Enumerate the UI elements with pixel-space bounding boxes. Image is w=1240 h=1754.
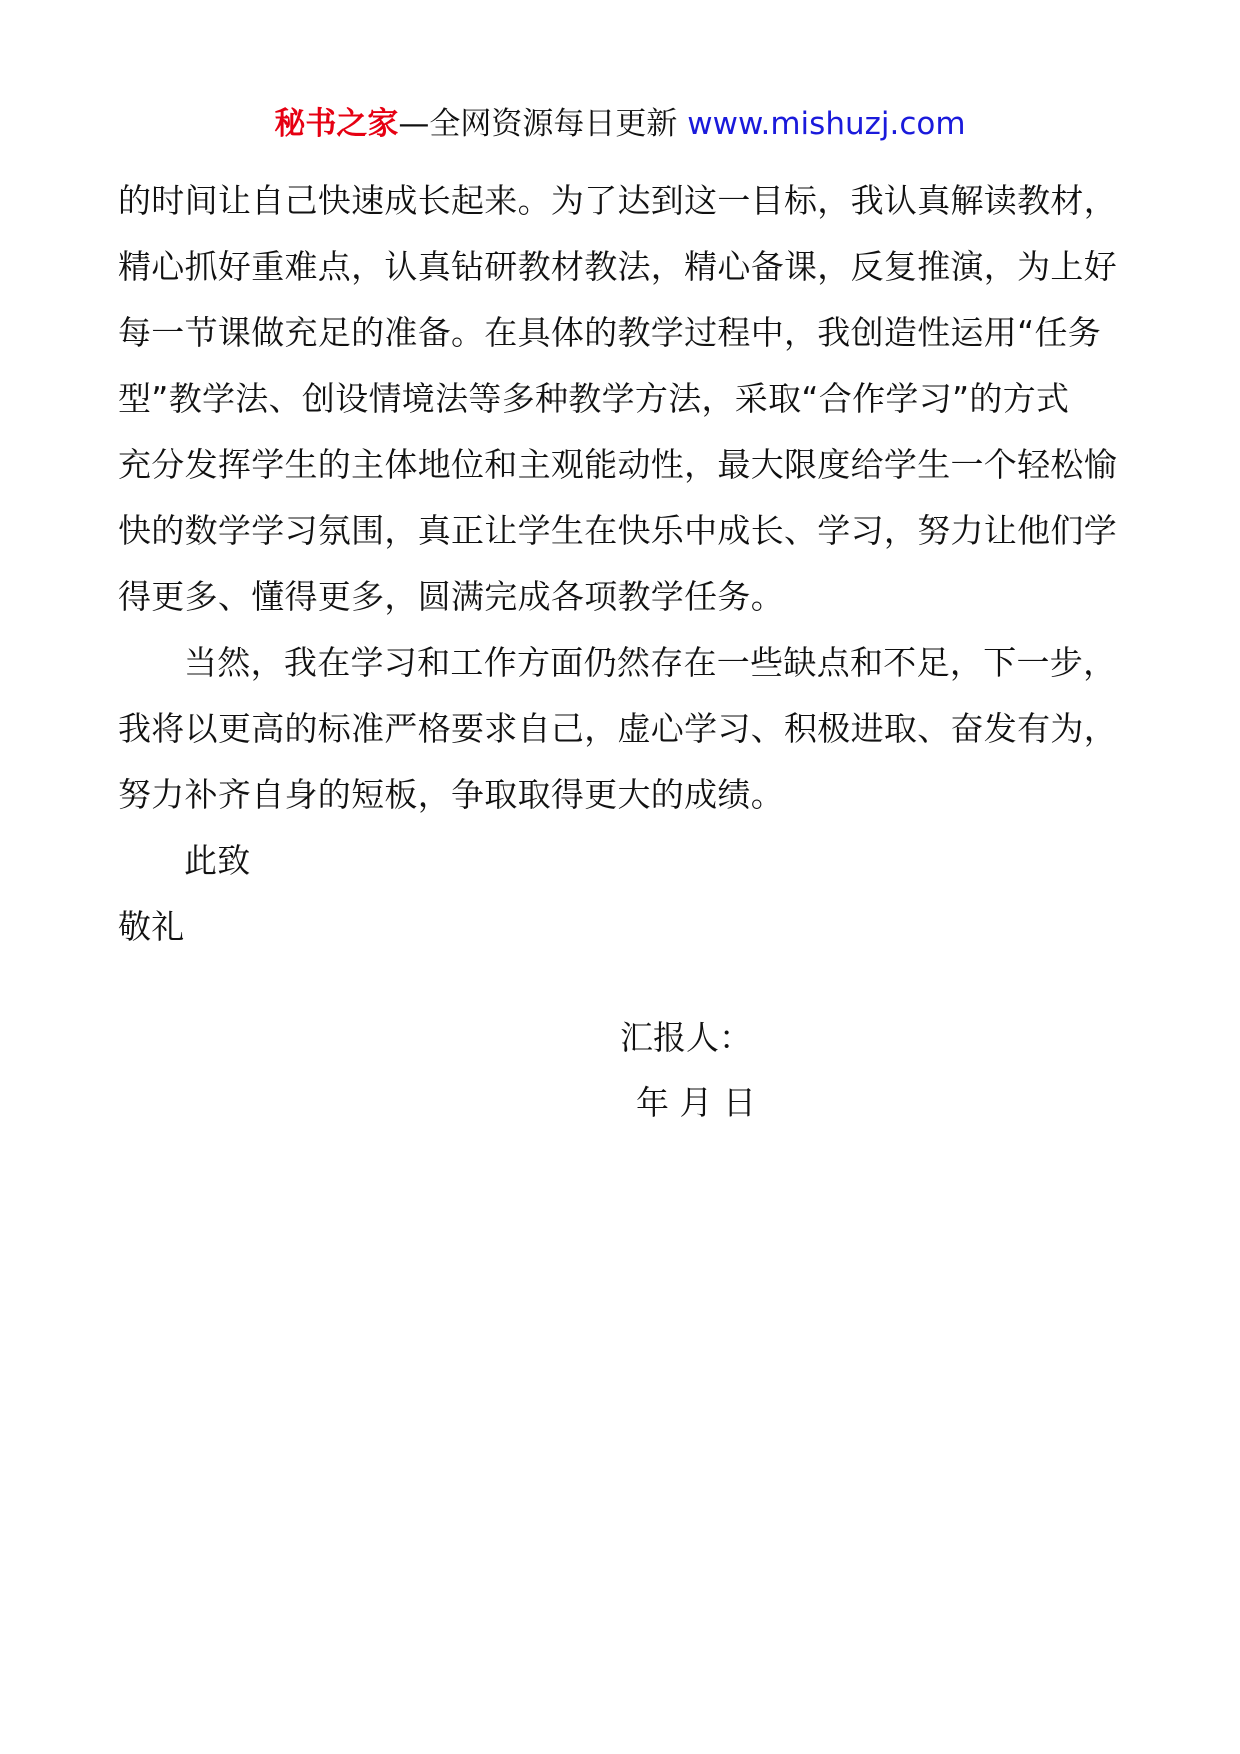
- body-line: 型”教学法、创设情境法等多种教学方法，采取“合作学习”的方式: [118, 379, 1070, 418]
- closing-regards: 敬礼: [118, 907, 185, 946]
- paragraph-start-line: 当然，我在学习和工作方面仍然存在一些缺点和不足，下一步，: [184, 643, 1117, 682]
- body-line: 充分发挥学生的主体地位和主观能动性，最大限度给学生一个轻松愉: [118, 445, 1117, 484]
- watermark-header: [0, 104, 1240, 144]
- body-line: 我将以更高的标准严格要求自己，虚心学习、积极进取、奋发有为，: [118, 709, 1117, 748]
- body-line: 快的数学学习氛围，真正让学生在快乐中成长、学习，努力让他们学: [118, 511, 1117, 550]
- header-tagline: —全网资源每日更新: [398, 106, 678, 142]
- body-line: 每一节课做充足的准备。在具体的教学过程中，我创造性运用“任务: [118, 313, 1102, 352]
- reporter-label: 汇报人：: [620, 1018, 752, 1057]
- body-line: 精心抓好重难点，认真钻研教材教法，精心备课，反复推演，为上好: [118, 247, 1117, 286]
- body-line: 努力补齐自身的短板，争取取得更大的成绩。: [118, 775, 784, 814]
- header-url-link[interactable]: www.mishuzj.com: [687, 106, 966, 142]
- document-body: [118, 168, 1128, 960]
- closing-salutation: 此致: [184, 841, 251, 880]
- body-line: 的时间让自己快速成长起来。为了达到这一目标，我认真解读教材，: [118, 181, 1117, 220]
- date-line: 年 月 日: [636, 1083, 756, 1122]
- brand-logo-text: 秘书之家: [274, 106, 399, 142]
- body-line: 得更多、懂得更多，圆满完成各项教学任务。: [118, 577, 784, 616]
